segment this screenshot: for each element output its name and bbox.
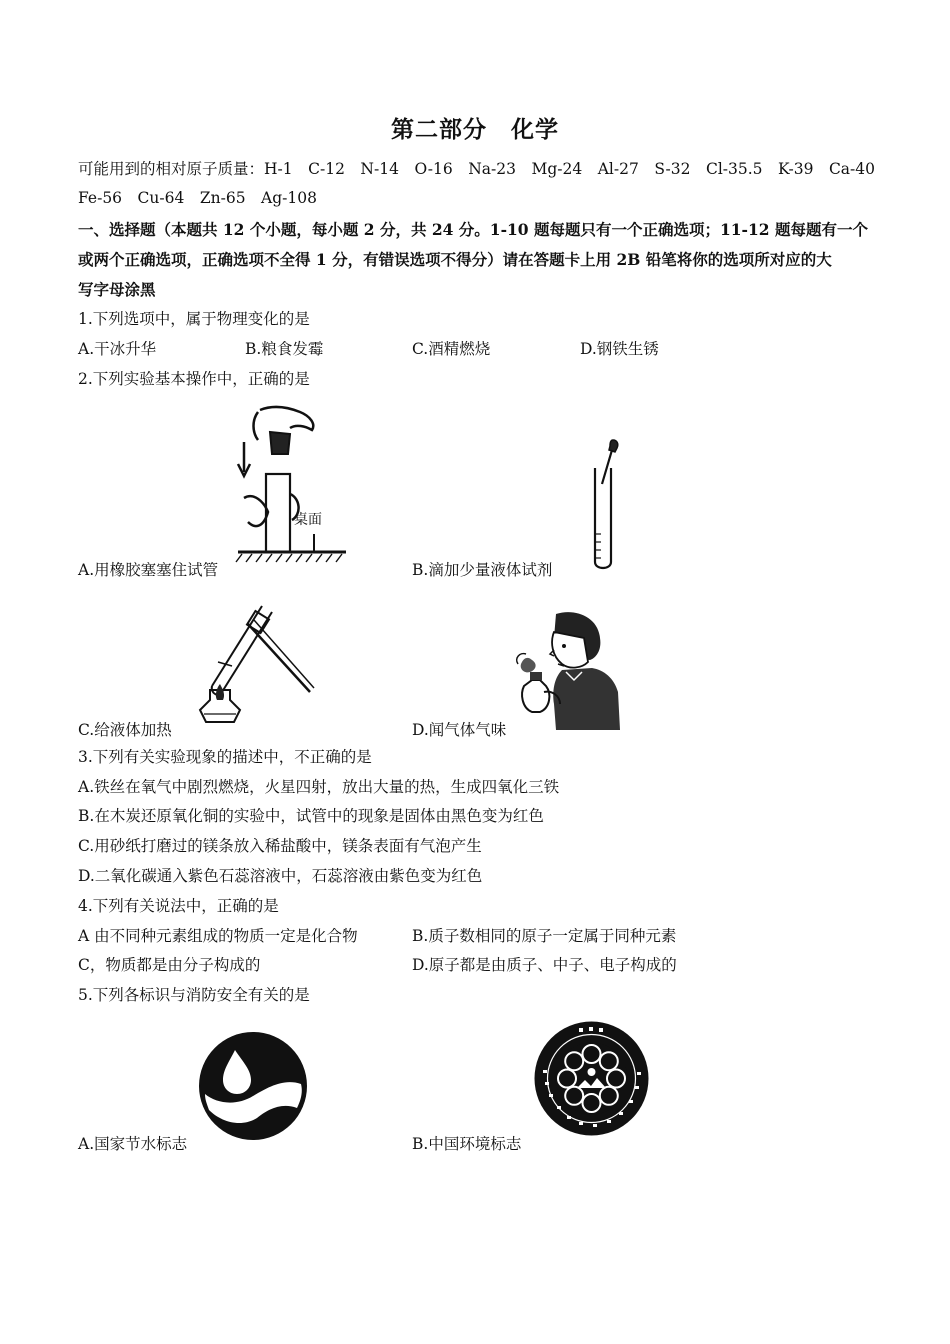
q2-option-a: A.用橡胶塞塞住试管 [78, 561, 219, 579]
dropper-illustration [585, 438, 625, 573]
environment-logo-figure [533, 1020, 650, 1137]
q2-option-b: B.滴加少量液体试剂 [412, 561, 553, 579]
q5-stem: 5.下列各标识与消防安全有关的是 [78, 986, 310, 1004]
water-saving-logo-figure [197, 1030, 309, 1142]
atomic-masses-line-2: Fe-56 Cu-64 Zn-65 Ag-108 [78, 189, 317, 207]
q1-option-d: D.钢铁生锈 [580, 340, 659, 358]
water-saving-logo [197, 1030, 309, 1142]
section-instructions-line-2: 或两个正确选项，正确选项不全得 1 分，有错误选项不得分）请在答题卡上用 2B 铅笔将你的选项所对应的大 [78, 250, 832, 269]
dropper-tube-figure [585, 438, 625, 573]
q2-stem: 2.下列实验基本操作中，正确的是 [78, 370, 310, 388]
q3-option-a: A.铁丝在氧气中剧烈燃烧，火星四射，放出大量的热，生成四氧化三铁 [78, 778, 560, 796]
stopper-on-table-figure [230, 402, 350, 567]
table-surface-label: 桌面 [294, 512, 322, 528]
q3-option-c: C.用砂纸打磨过的镁条放入稀盐酸中，镁条表面有气泡产生 [78, 837, 482, 855]
q4-stem: 4.下列有关说法中，正确的是 [78, 897, 279, 915]
q3-option-d: D.二氧化碳通入紫色石蕊溶液中，石蕊溶液由紫色变为红色 [78, 867, 483, 885]
section-instructions-line-3: 写字母涂黑 [78, 280, 156, 299]
q2-option-c: C.给液体加热 [78, 721, 172, 739]
heating-tube-figure [188, 600, 318, 725]
q4-option-c: C，物质都是由分子构成的 [78, 956, 261, 974]
q2-option-d: D.闻气体气味 [412, 721, 507, 739]
q1-stem: 1.下列选项中，属于物理变化的是 [78, 310, 310, 328]
q3-stem: 3.下列有关实验现象的描述中，不正确的是 [78, 748, 372, 766]
q4-option-a: A 由不同种元素组成的物质一定是化合物 [78, 927, 358, 945]
q1-option-a: A.干冰升华 [78, 340, 157, 358]
q1-option-c: C.酒精燃烧 [412, 340, 491, 358]
stopper-illustration [230, 402, 350, 567]
q5-option-a: A.国家节水标志 [78, 1135, 188, 1153]
q4-option-b: B.质子数相同的原子一定属于同种元素 [412, 927, 677, 945]
q4-option-d: D.原子都是由质子、中子、电子构成的 [412, 956, 677, 974]
atomic-masses-line-1: 可能用到的相对原子质量：H-1 C-12 N-14 O-16 Na-23 Mg-24 Al-27 S-32 Cl-35.5 K-39 Ca-40 [78, 160, 876, 178]
boy-smelling-illustration [512, 608, 620, 730]
smelling-gas-figure [512, 608, 620, 730]
heating-illustration [188, 600, 318, 725]
q1-option-b: B.粮食发霉 [245, 340, 324, 358]
q5-option-b: B.中国环境标志 [412, 1135, 522, 1153]
china-environment-logo [533, 1020, 650, 1137]
section-instructions-line-1: 一、选择题（本题共 12 个小题，每小题 2 分，共 24 分。1-10 题每题只有一个正确选项；11-12 题每题有一个 [78, 220, 868, 239]
q3-option-b: B.在木炭还原氧化铜的实验中，试管中的现象是固体由黑色变为红色 [78, 807, 544, 825]
page-title: 第二部分 化学 [391, 116, 559, 143]
